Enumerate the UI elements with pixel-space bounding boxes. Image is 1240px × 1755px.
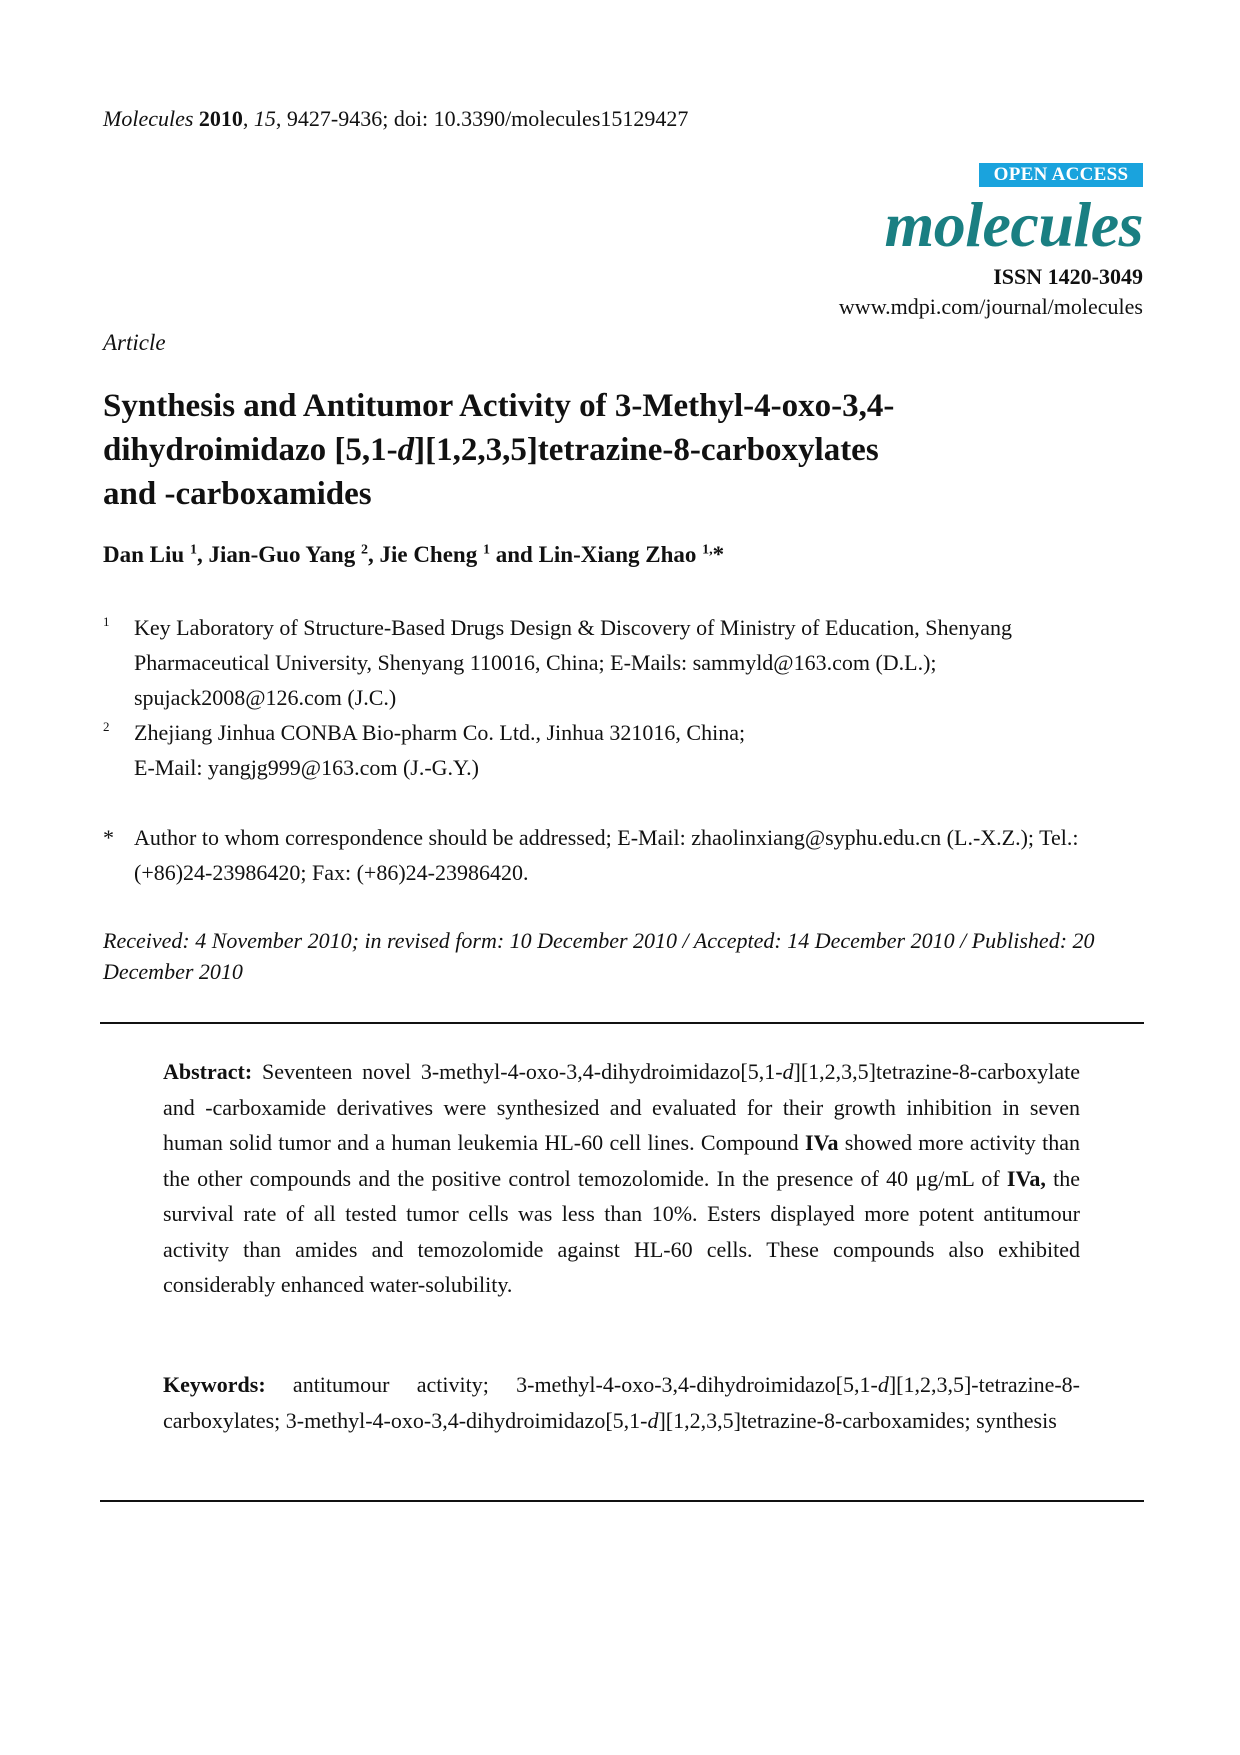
- paper-title: [103, 384, 1143, 516]
- abstract-text-4: the survival rate of all tested tumor cells was less than 10%. Esters displayed more potent antitumour activity than amides and temozolomide against HL-60 cells. These compounds also exhibited considerably enhanced water-solubility.: [163, 1165, 1081, 1297]
- author-list: [103, 542, 724, 568]
- title-line-2-pre: dihydroimidazo [5,1-: [103, 432, 398, 468]
- author-separator: ,: [196, 542, 209, 567]
- keywords-italic: d: [647, 1407, 659, 1433]
- abstract-text-1: Seventeen novel 3-methyl-4-oxo-3,4-dihydroimidazo[5,1-: [252, 1059, 783, 1084]
- keywords: [163, 1367, 1080, 1438]
- corresponding-mark: *: [712, 542, 725, 567]
- affiliation-mark: 2: [103, 719, 110, 734]
- open-access-badge: OPEN ACCESS: [979, 163, 1143, 187]
- author-separator: ,: [367, 542, 380, 567]
- correspondence-text: Author to whom correspondence should be addressed; E-Mail: zhaolinxiang@syphu.edu.cn (L.-X.Z.); Tel.: (+86)24-23986420; Fax: (+86)24-23986420.: [134, 825, 1079, 885]
- author-separator: and: [489, 542, 539, 567]
- citation-volume: 15: [253, 106, 276, 131]
- bottom-divider: [100, 1500, 1144, 1502]
- title-line-3: and -carboxamides: [103, 476, 372, 512]
- title-line-1: Synthesis and Antitumor Activity of 3-Methyl-4-oxo-3,4-: [103, 388, 895, 424]
- title-line-2-italic: d: [397, 432, 415, 468]
- compound-ref: IVa,: [1006, 1165, 1046, 1191]
- affiliation-line-2: E-Mail: yangjg999@163.com (J.-G.Y.): [134, 755, 479, 780]
- abstract-text-2: ][1,2,3,5]tetrazine-8-carboxylate and -carboxamide derivatives were synthesized and evaluated for their growth inhibition in seven human solid tumor and a human leukemia HL-60 cell lines. Compound: [163, 1059, 1080, 1155]
- compound-ref: IVa: [805, 1130, 839, 1155]
- citation-rest: , 9427-9436; doi: 10.3390/molecules15129427: [275, 106, 689, 131]
- abstract: [163, 1054, 1080, 1303]
- author-name: Dan Liu: [103, 542, 185, 567]
- author-affiliation-sup: 1: [482, 542, 490, 558]
- affiliation-mark: 1: [103, 614, 110, 629]
- author-affiliation-sup: 1,: [702, 542, 713, 558]
- keywords-label: Keywords:: [163, 1372, 266, 1397]
- citation-journal: Molecules: [103, 106, 194, 131]
- citation-year: 2010: [198, 106, 243, 131]
- title-line-2: [103, 428, 1143, 472]
- top-divider: [100, 1022, 1144, 1024]
- keywords-italic: d: [877, 1372, 889, 1397]
- correspondence-mark: *: [103, 825, 114, 850]
- abstract-text-3: showed more activity than the other compounds and the positive control temozolomide. In the presence of 40 μg/mL of: [163, 1130, 1081, 1191]
- keywords-text-2: ][1,2,3,5]-tetrazine-8-carboxylates; 3-methyl-4-oxo-3,4-dihydroimidazo[5,1-: [163, 1372, 1080, 1433]
- author-name: Jian-Guo Yang: [208, 542, 356, 567]
- journal-url[interactable]: www.mdpi.com/journal/molecules: [838, 294, 1143, 319]
- affiliation-1: [103, 610, 1143, 715]
- article-type: Article: [103, 330, 166, 355]
- affiliation-2: [103, 715, 1143, 785]
- author-name: Lin-Xiang Zhao: [538, 542, 697, 567]
- abstract-italic: d: [782, 1059, 794, 1084]
- journal-logo: molecules: [884, 189, 1143, 260]
- affiliation-text: Key Laboratory of Structure-Based Drugs Design & Discovery of Ministry of Education, Shenyang Pharmaceutical University, Shenyang 110016, China; E-Mails: sammyld@163.com (D.L.); spujack2008@126.com (J.C.): [134, 615, 1012, 710]
- affiliation-line-1: Zhejiang Jinhua CONBA Bio-pharm Co. Ltd., Jinhua 321016, China;: [134, 720, 746, 745]
- keywords-text-3: ][1,2,3,5]tetrazine-8-carboxamides; synthesis: [658, 1407, 1057, 1433]
- abstract-label: Abstract:: [163, 1059, 253, 1084]
- title-line-2-post: ][1,2,3,5]tetrazine-8-carboxylates: [414, 432, 879, 468]
- author-affiliation-sup: 1: [189, 542, 197, 558]
- author-name: Jie Cheng: [379, 542, 478, 567]
- correspondence-note: [103, 820, 1143, 890]
- citation-line: Molecules 2010, 15, 9427-9436; doi: 10.3390/molecules15129427: [103, 106, 689, 131]
- keywords-text-1: antitumour activity; 3-methyl-4-oxo-3,4-dihydroimidazo[5,1-: [265, 1372, 878, 1397]
- publication-dates: Received: 4 November 2010; in revised form: 10 December 2010 / Accepted: 14 December 2010 / Published: 20 December 2010: [103, 928, 1095, 984]
- author-affiliation-sup: 2: [360, 542, 368, 558]
- issn: ISSN 1420-3049: [993, 264, 1143, 289]
